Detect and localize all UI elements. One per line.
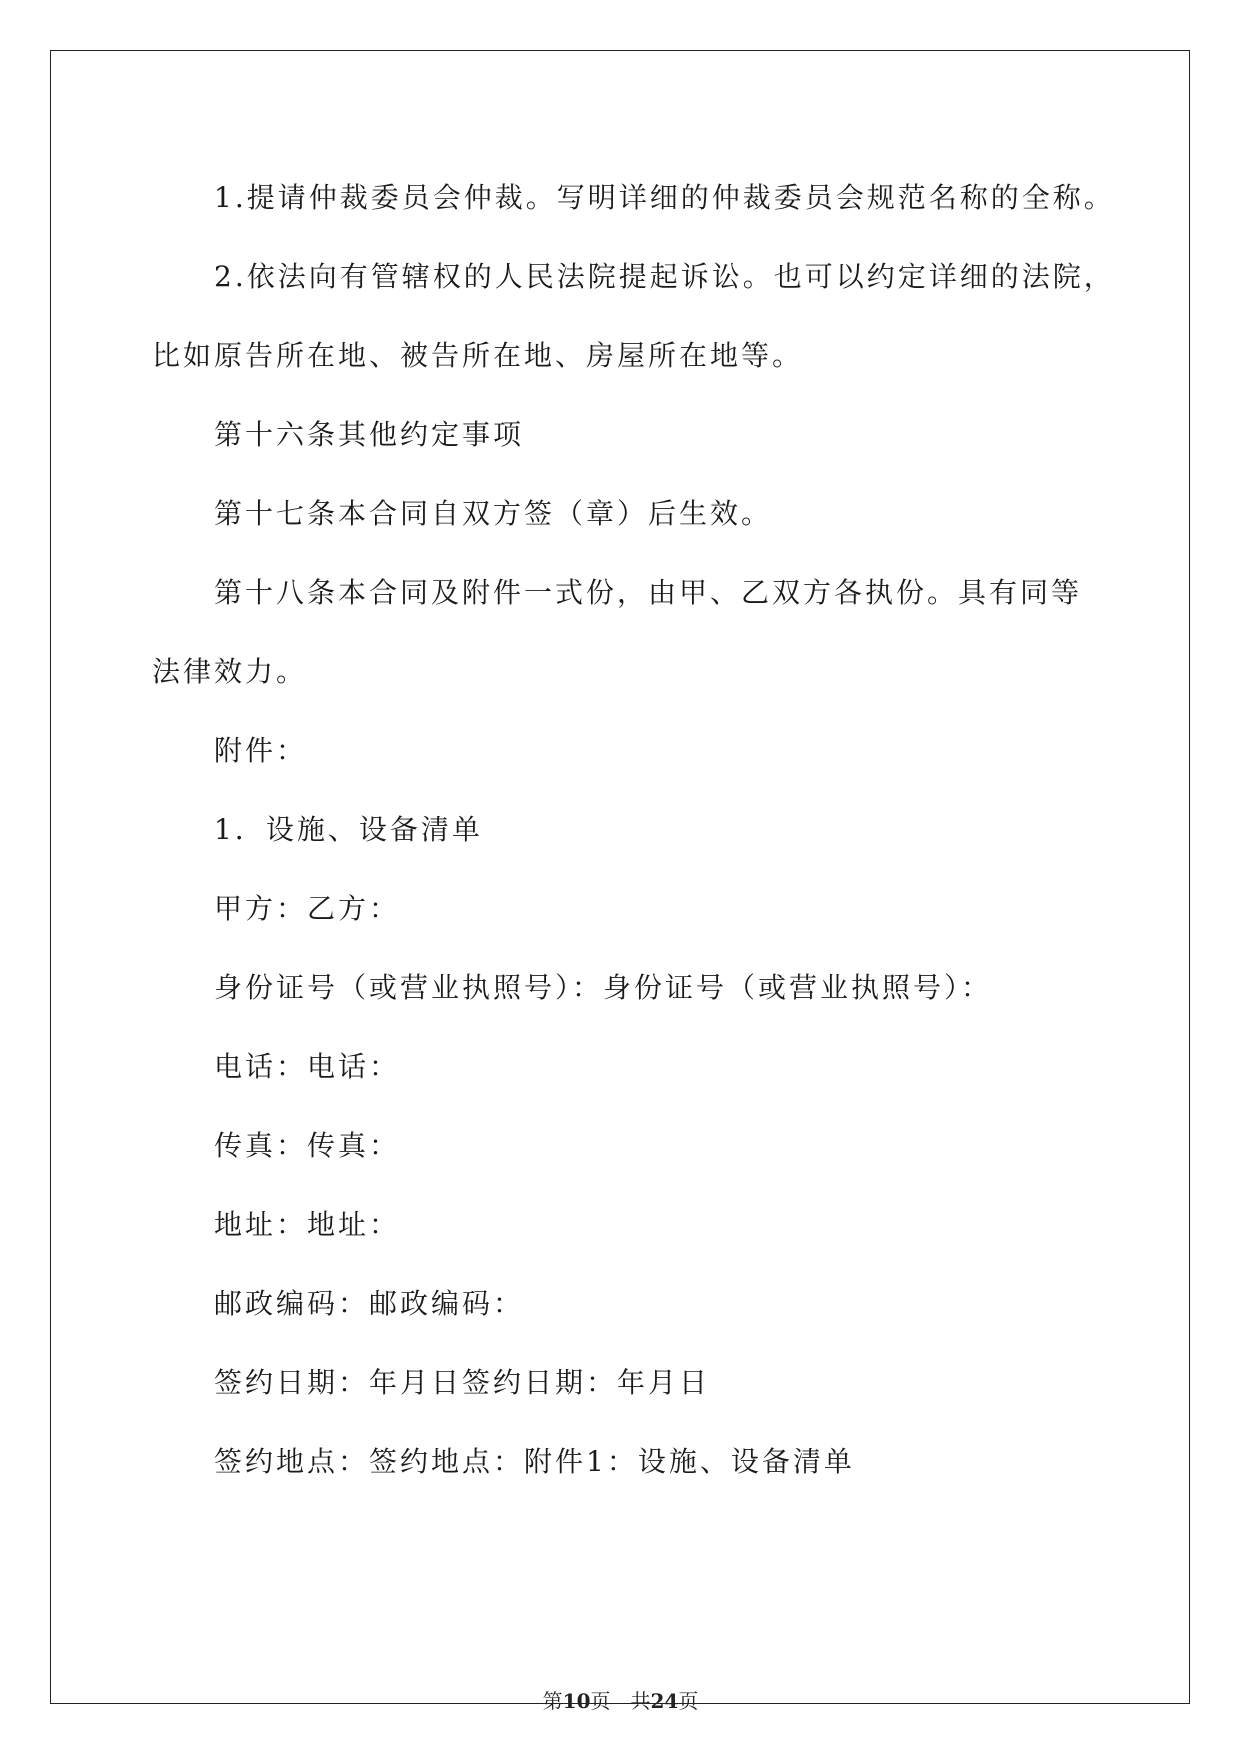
paragraph-article-16: 第十六条其他约定事项 [214, 418, 525, 451]
paragraph-parties: 甲方：乙方： [214, 892, 401, 925]
paragraph-litigation: 2.依法向有管辖权的人民法院提起诉讼。也可以约定详细的法院， [214, 260, 1115, 293]
paragraph-litigation-continued: 比如原告所在地、被告所在地、房屋所在地等。 [152, 339, 804, 372]
paragraph-phone: 电话：电话： [214, 1050, 401, 1083]
paragraph-article-18: 第十八条本合同及附件一式份，由甲、乙双方各执份。具有同等 [214, 576, 1083, 609]
page-footer [0, 1685, 1241, 1714]
paragraph-signing-place: 签约地点：签约地点：附件1：设施、设备清单 [214, 1445, 855, 1478]
footer-page-mid: 页 共 [590, 1689, 651, 1713]
paragraph-id-number: 身份证号（或营业执照号）：身份证号（或营业执照号）： [214, 971, 993, 1004]
paragraph-signing-date: 签约日期：年月日签约日期：年月日 [214, 1366, 711, 1399]
paragraph-address: 地址：地址： [214, 1208, 401, 1241]
paragraph-attachments-heading: 附件： [214, 734, 308, 767]
paragraph-attachment-1: 1．设施、设备清单 [214, 813, 483, 846]
footer-page-number: 10 [562, 1689, 591, 1713]
paragraph-article-18-continued: 法律效力。 [152, 655, 308, 688]
footer-page-suffix: 页 [678, 1689, 699, 1713]
paragraph-fax: 传真：传真： [214, 1129, 401, 1162]
document-body [152, 158, 1115, 1501]
paragraph-article-17: 第十七条本合同自双方签（章）后生效。 [214, 497, 773, 530]
paragraph-postal-code: 邮政编码：邮政编码： [214, 1287, 525, 1320]
footer-page-prefix: 第 [542, 1689, 563, 1713]
paragraph-arbitration: 1.提请仲裁委员会仲裁。写明详细的仲裁委员会规范名称的全称。 [214, 181, 1115, 214]
footer-page-total: 24 [650, 1689, 679, 1713]
